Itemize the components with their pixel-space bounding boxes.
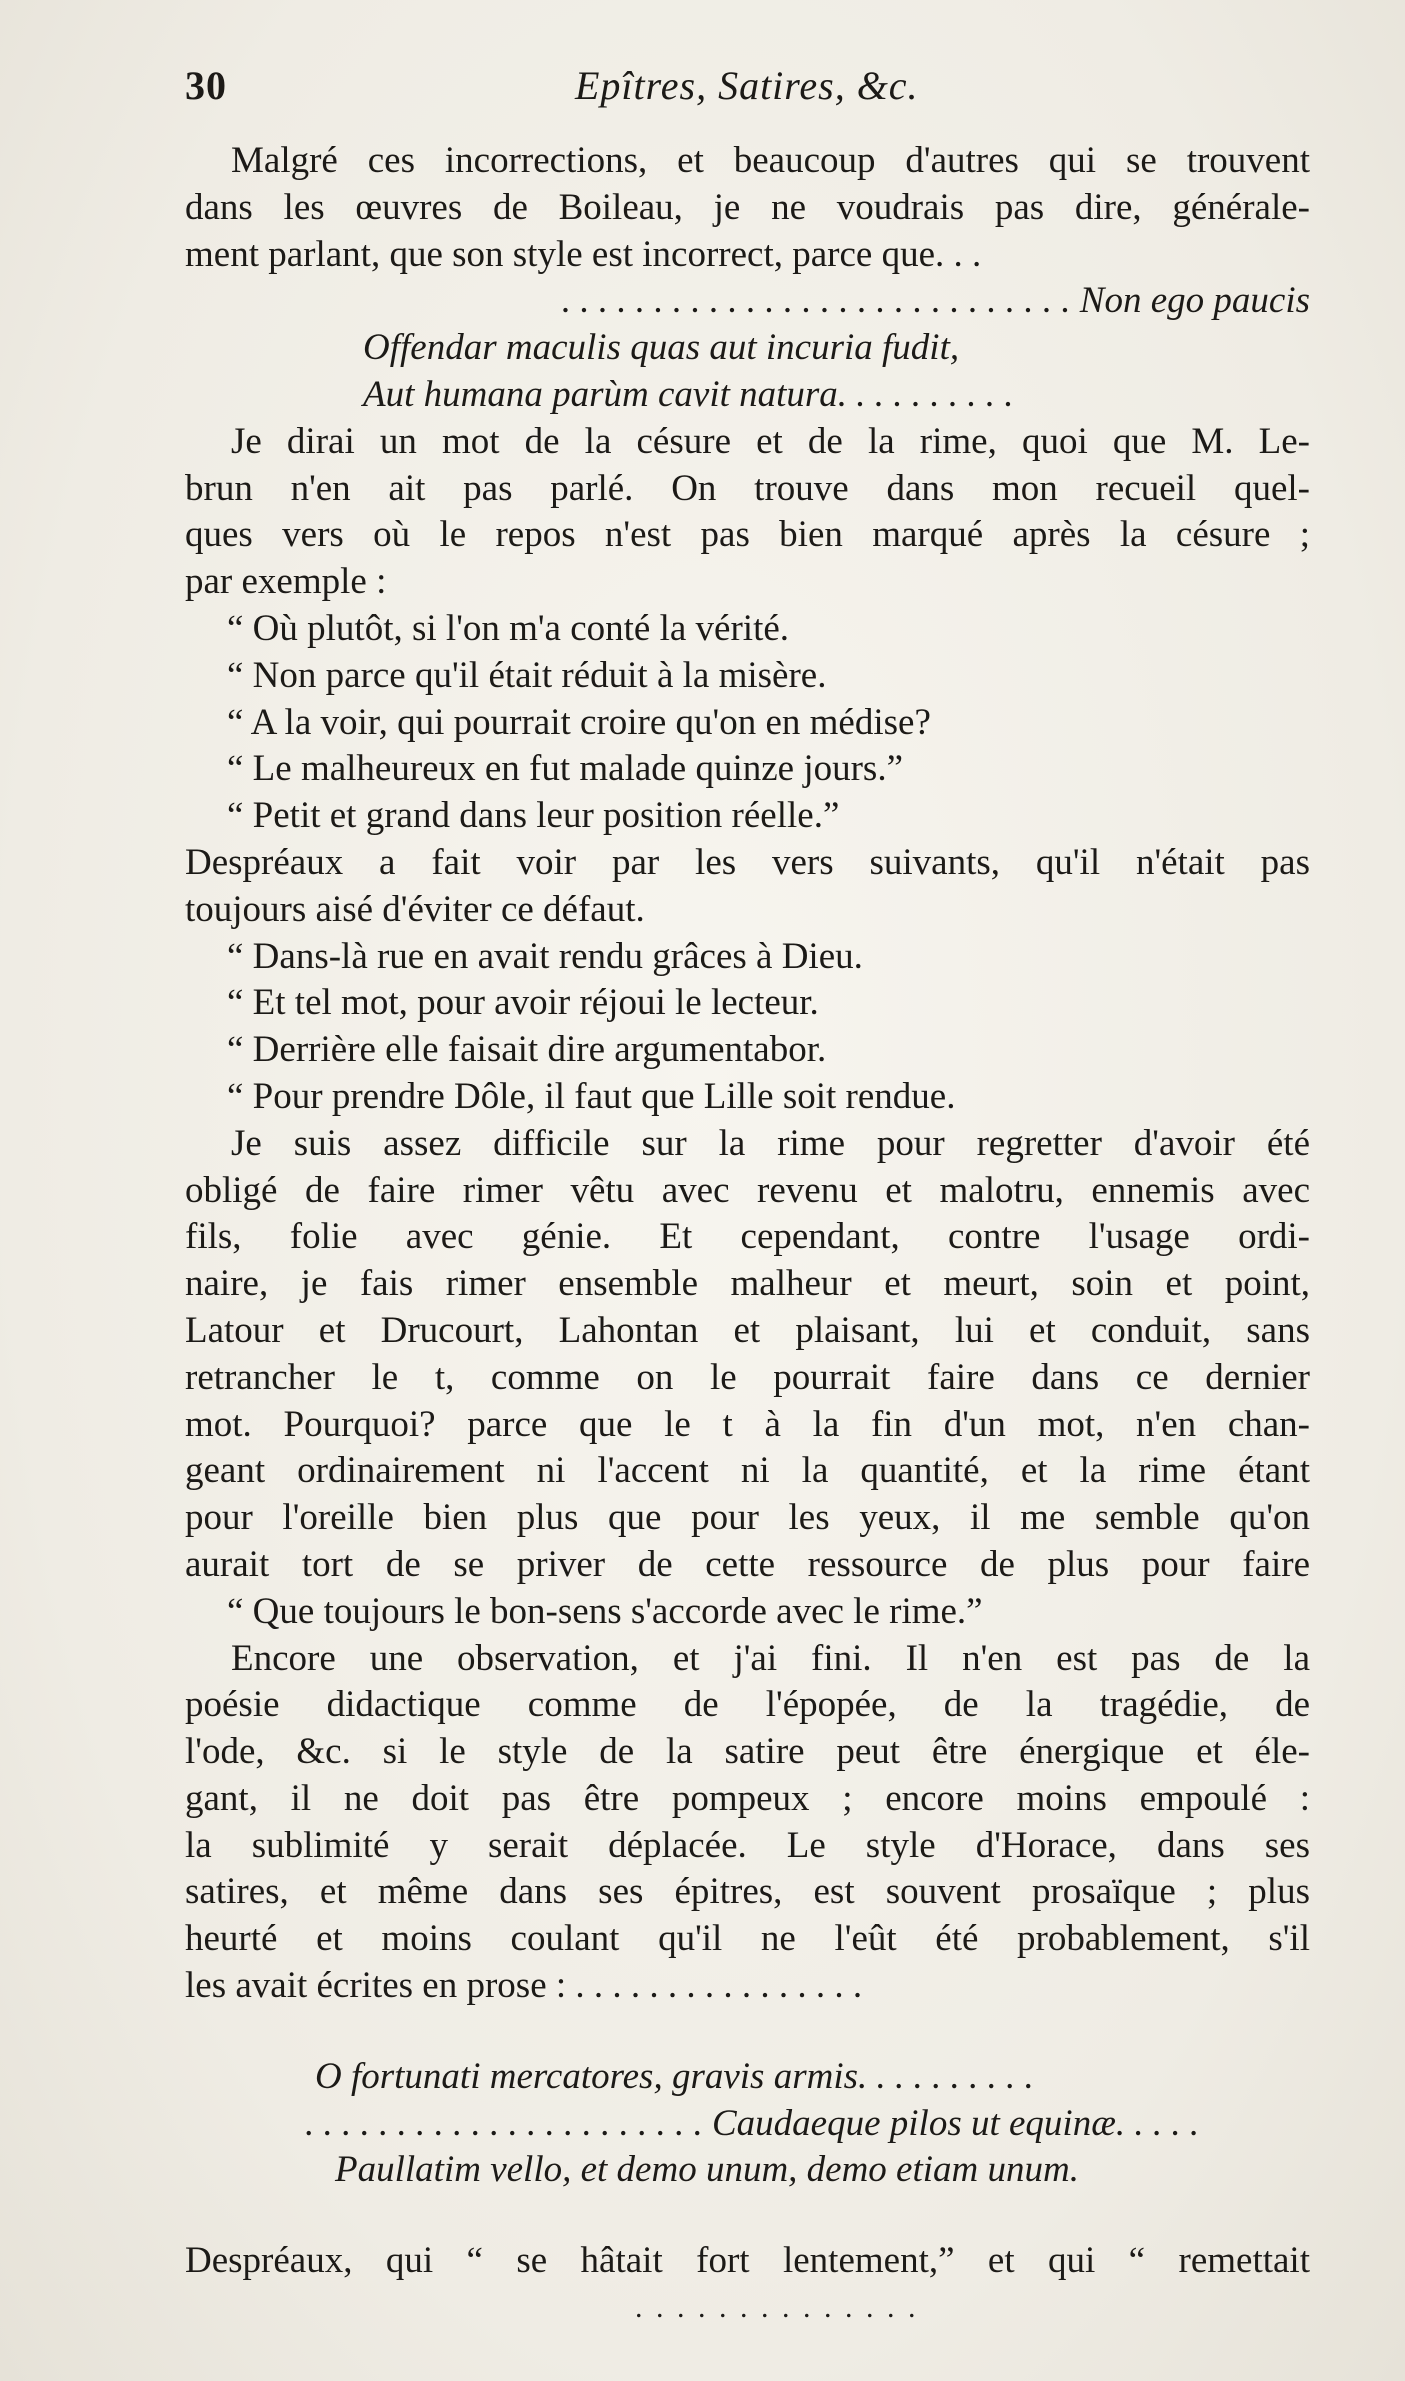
quoted-verse-line: “ Derrière elle faisait dire argumentabor. [227, 1029, 827, 1071]
verse-spacer [185, 2194, 1310, 2238]
text-line: aurait tort de se priver de cette ressource de plus pour faire [185, 1543, 1310, 1585]
page-header [185, 62, 1305, 122]
text-line: ques vers où le repos n'est pas bien marqué après la césure ; [185, 514, 1310, 556]
text-line: ment parlant, que son style est incorrect, parce que. . . [185, 233, 982, 275]
text-line: naire, je fais rimer ensemble malheur et meurt, soin et point, [185, 1263, 1310, 1305]
body-text [185, 138, 1310, 2332]
quoted-verse-line: “ Le malheureux en fut malade quinze jours.” [227, 748, 903, 790]
text-line: poésie didactique comme de l'épopée, de la tragédie, de [185, 1684, 1310, 1726]
text-line: satires, et même dans ses épitres, est souvent prosaïque ; plus [185, 1871, 1310, 1913]
text-line: pour l'oreille bien plus que pour les yeux, il me semble qu'on [185, 1497, 1310, 1539]
text-line: les avait écrites en prose : . . . . . . . . . . . . . . . . [185, 1965, 863, 2007]
latin-verse-line: Offendar maculis quas aut incuria fudit, [363, 327, 960, 369]
text-line: heurté et moins coulant qu'il ne l'eût été probablement, s'il [185, 1918, 1310, 1960]
text-line: Encore une observation, et j'ai fini. Il n'en est pas de la [231, 1637, 1310, 1679]
latin-verse-line: Aut humana parùm cavit natura. . . . . . . . . . [363, 373, 1014, 415]
text-line: brun n'en ait pas parlé. On trouve dans mon recueil quel- [185, 467, 1310, 509]
text-line: Malgré ces incorrections, et beaucoup d'autres qui se trouvent [231, 140, 1310, 181]
quoted-verse-line: “ Pour prendre Dôle, il faut que Lille soit rendue. [227, 1075, 956, 1117]
quoted-verse-line: “ Où plutôt, si l'on m'a conté la vérité. [227, 607, 790, 649]
text-line: fils, folie avec génie. Et cependant, contre l'usage ordi- [185, 1216, 1310, 1258]
running-title: Epîtres, Satires, &c. [575, 63, 919, 108]
text-line: la sublimité y serait déplacée. Le style d'Horace, dans ses [185, 1824, 1310, 1866]
latin-verse-line: . . . . . . . . . . . . . . . . . . . . . . Caudaeque pilos ut equinæ. . . . . [305, 2102, 1200, 2144]
text-line: Je dirai un mot de la césure et de la rime, quoi que M. Le- [231, 420, 1310, 462]
text-line: Despréaux, qui “ se hâtait fort lentement,” et qui “ remettait [185, 2240, 1310, 2282]
quoted-verse-line: “ Petit et grand dans leur position réelle.” [227, 795, 840, 837]
quoted-verse-line: “ Et tel mot, pour avoir réjoui le lecteur. [227, 982, 819, 1024]
text-line: obligé de faire rimer vêtu avec revenu et malotru, ennemis avec [185, 1169, 1310, 1211]
text-line: gant, il ne doit pas être pompeux ; encore moins empoulé : [185, 1777, 1310, 1819]
text-line: Latour et Drucourt, Lahontan et plaisant, lui et conduit, sans [185, 1309, 1310, 1351]
text-line: dans les œuvres de Boileau, je ne voudrais pas dire, générale- [185, 186, 1310, 228]
text-line: Despréaux a fait voir par les vers suivants, qu'il n'était pas [185, 841, 1310, 883]
text-line: par exemple : [185, 561, 387, 603]
latin-verse-line: . . . . . . . . . . . . . . . . . . . . . . . . . . . . Non ego paucis [561, 280, 1310, 322]
verse-spacer [185, 2010, 1310, 2054]
text-line: retrancher le t, comme on le pourrait faire dans ce dernier [185, 1356, 1310, 1398]
text-line: toujours aisé d'éviter ce défaut. [185, 888, 645, 930]
continuation-line: . . . . . . . . . . . . . . [635, 2291, 919, 2325]
quoted-verse-line: “ A la voir, qui pourrait croire qu'on en médise? [227, 701, 931, 743]
quoted-verse-line: “ Non parce qu'il était réduit à la misère. [227, 654, 827, 696]
latin-verse-line: O fortunati mercatores, gravis armis. . . . . . . . . . [315, 2055, 1034, 2097]
text-line: Je suis assez difficile sur la rime pour regretter d'avoir été [231, 1122, 1310, 1164]
text-line: l'ode, &c. si le style de la satire peut être énergique et éle- [185, 1731, 1310, 1773]
quoted-verse-line: “ Dans-là rue en avait rendu grâces à Dieu. [227, 935, 863, 977]
page-number: 30 [185, 63, 227, 108]
text-line: mot. Pourquoi? parce que le t à la fin d'un mot, n'en chan- [185, 1403, 1310, 1445]
latin-verse-line: Paullatim vello, et demo unum, demo etiam unum. [335, 2149, 1079, 2191]
quoted-verse-line: “ Que toujours le bon-sens s'accorde avec le rime.” [227, 1590, 983, 1632]
text-line: geant ordinairement ni l'accent ni la quantité, et la rime étant [185, 1450, 1310, 1492]
